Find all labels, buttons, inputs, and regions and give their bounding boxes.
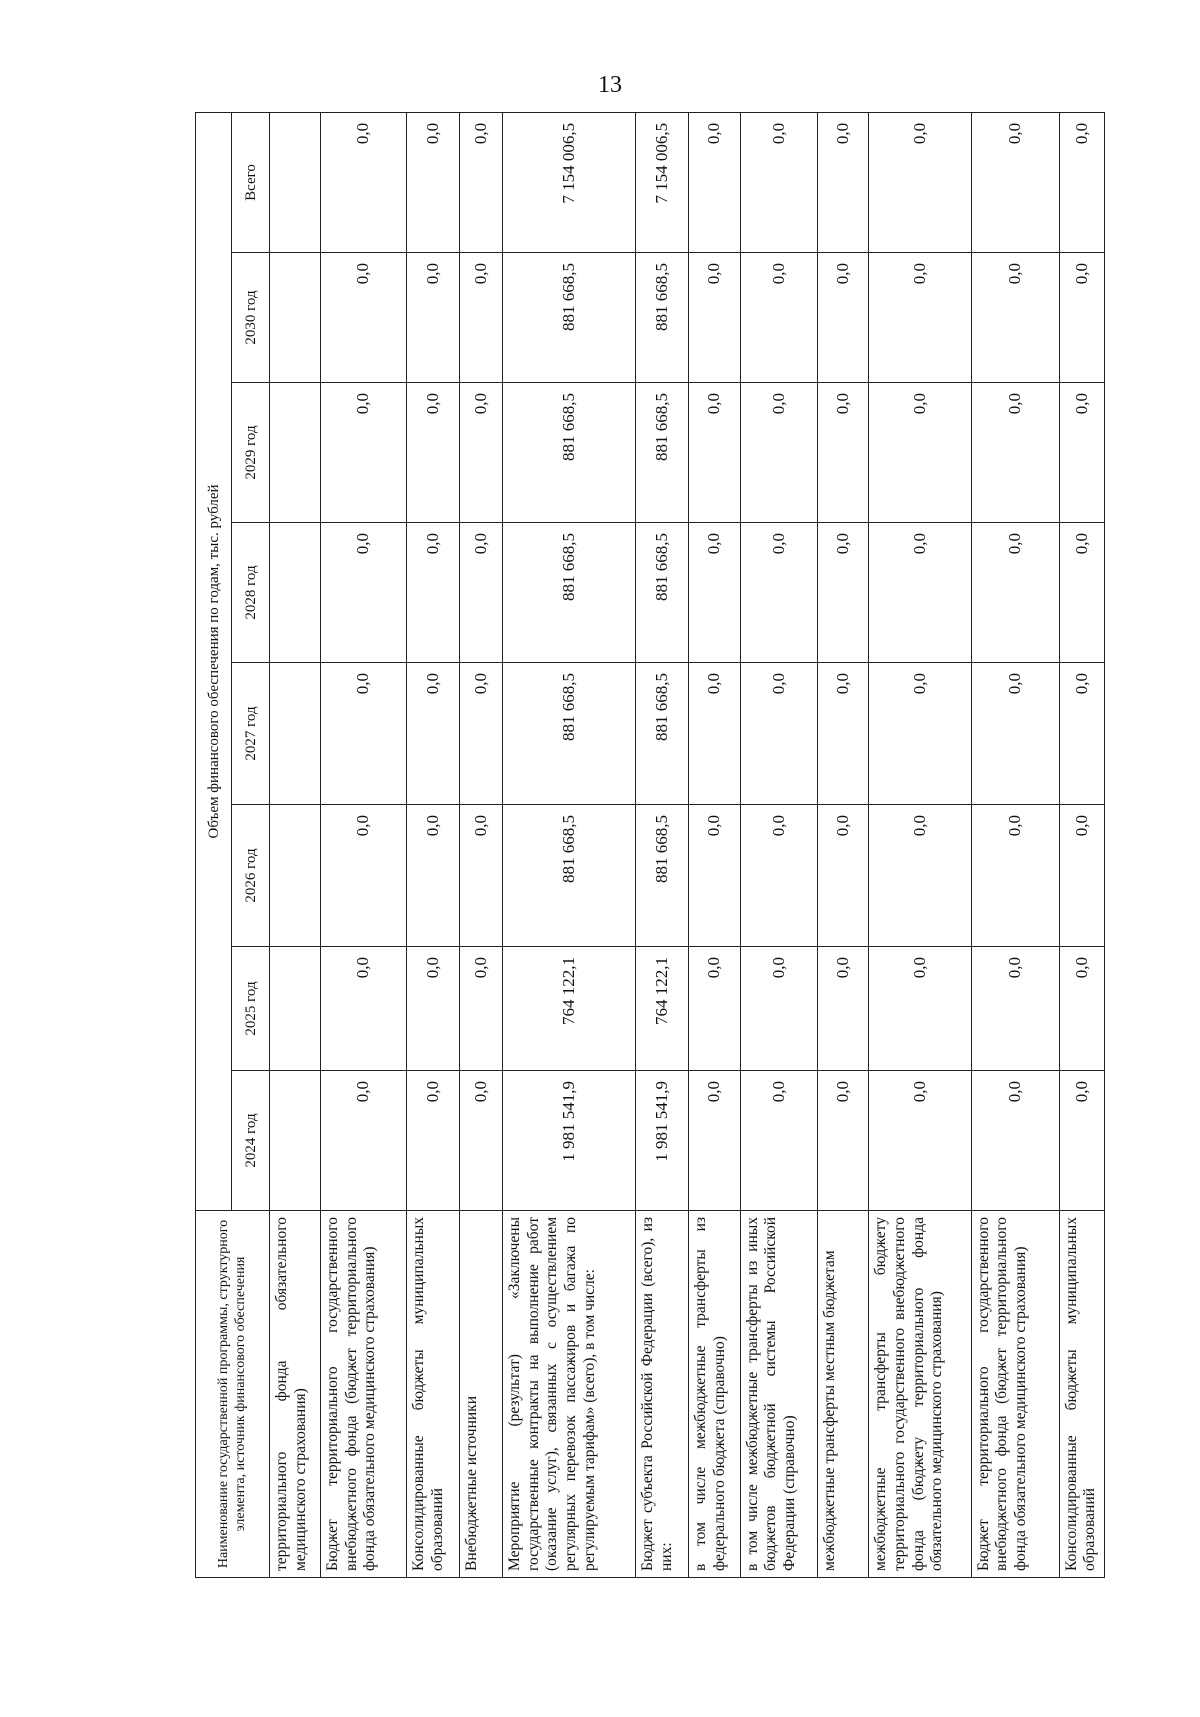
row-total-value: 0,0 <box>869 112 971 252</box>
table-row <box>1059 112 1104 1577</box>
row-year-value: 0,0 <box>869 947 971 1071</box>
row-name: Бюджет территориального государственного внебюджетного фонда (бюджет территориального фонда обязательного медицинского страхования) <box>971 1211 1059 1578</box>
row-year-value: 0,0 <box>740 663 818 805</box>
row-year-value: 0,0 <box>321 383 407 523</box>
table-row <box>407 112 460 1577</box>
row-year-value: 0,0 <box>818 253 869 383</box>
row-year-value: 0,0 <box>460 383 503 523</box>
row-year-value: 881 668,5 <box>636 253 689 383</box>
row-year-value: 0,0 <box>689 253 740 383</box>
row-year-value: 0,0 <box>1059 383 1104 523</box>
row-name: Мероприятие (результат) «Заключены государственные контракты на выполнение работ (оказание услуг), связанных с осуществлением регулярных перевозок пассажиров и багажа по регулируемым тарифам» (всего), в том числе: <box>503 1211 636 1578</box>
table-row <box>321 112 407 1577</box>
row-name: Бюджет субъекта Российской Федерации (всего), из них: <box>636 1211 689 1578</box>
row-year-value <box>270 253 321 383</box>
row-year-value: 0,0 <box>321 1071 407 1211</box>
header-name-col: Наименование государственной программы, структурного элемента, источник финансового обеспечения <box>196 1211 270 1578</box>
row-year-value: 0,0 <box>818 663 869 805</box>
row-total-value: 7 154 006,5 <box>503 112 636 252</box>
row-year-value <box>270 1071 321 1211</box>
row-year-value: 0,0 <box>818 947 869 1071</box>
row-year-value: 0,0 <box>321 805 407 947</box>
row-year-value: 0,0 <box>740 523 818 663</box>
row-name: Внебюджетные источники <box>460 1211 503 1578</box>
row-year-value <box>270 947 321 1071</box>
row-year-value: 881 668,5 <box>503 523 636 663</box>
header-year: 2030 год <box>232 253 270 383</box>
row-year-value: 0,0 <box>460 805 503 947</box>
row-year-value: 0,0 <box>689 947 740 1071</box>
row-year-value: 0,0 <box>740 253 818 383</box>
row-year-value: 0,0 <box>1059 663 1104 805</box>
row-year-value: 0,0 <box>321 947 407 1071</box>
row-year-value: 881 668,5 <box>503 663 636 805</box>
row-year-value: 0,0 <box>321 663 407 805</box>
row-year-value: 0,0 <box>1059 253 1104 383</box>
row-year-value: 0,0 <box>407 253 460 383</box>
row-total-value: 0,0 <box>321 112 407 252</box>
row-year-value: 0,0 <box>740 947 818 1071</box>
row-total-value: 0,0 <box>689 112 740 252</box>
row-year-value: 0,0 <box>971 663 1059 805</box>
row-year-value: 0,0 <box>740 805 818 947</box>
table-body <box>270 112 1105 1577</box>
row-year-value: 881 668,5 <box>636 805 689 947</box>
table-row <box>460 112 503 1577</box>
row-total-value: 0,0 <box>407 112 460 252</box>
row-total-value <box>270 112 321 252</box>
row-year-value: 0,0 <box>1059 947 1104 1071</box>
row-year-value: 0,0 <box>971 947 1059 1071</box>
row-year-value: 0,0 <box>407 663 460 805</box>
table-row <box>818 112 869 1577</box>
rotated-table-container <box>195 113 1105 1578</box>
row-year-value: 0,0 <box>1059 1071 1104 1211</box>
row-total-value: 0,0 <box>1059 112 1104 252</box>
row-year-value: 0,0 <box>740 1071 818 1211</box>
page-number: 13 <box>598 72 622 98</box>
row-year-value: 881 668,5 <box>636 663 689 805</box>
row-year-value: 0,0 <box>321 523 407 663</box>
row-total-value: 7 154 006,5 <box>636 112 689 252</box>
row-year-value <box>270 663 321 805</box>
table-row <box>503 112 636 1577</box>
row-year-value: 881 668,5 <box>503 383 636 523</box>
row-name: межбюджетные трансферты бюджету территориального государственного внебюджетного фонда (бюджету территориального фонда обязательного медицинского страхования) <box>869 1211 971 1578</box>
row-year-value: 764 122,1 <box>636 947 689 1071</box>
header-year: 2027 год <box>232 663 270 805</box>
row-year-value: 0,0 <box>407 1071 460 1211</box>
row-total-value: 0,0 <box>740 112 818 252</box>
table-row <box>971 112 1059 1577</box>
row-year-value: 0,0 <box>689 663 740 805</box>
financing-table <box>195 112 1105 1578</box>
row-year-value: 0,0 <box>869 383 971 523</box>
table-row <box>636 112 689 1577</box>
row-year-value: 0,0 <box>460 947 503 1071</box>
row-year-value: 0,0 <box>971 1071 1059 1211</box>
header-year: 2024 год <box>232 1071 270 1211</box>
row-year-value: 881 668,5 <box>636 383 689 523</box>
row-year-value: 0,0 <box>869 1071 971 1211</box>
row-year-value: 0,0 <box>689 523 740 663</box>
row-year-value: 0,0 <box>321 253 407 383</box>
row-total-value: 0,0 <box>460 112 503 252</box>
table-row <box>270 112 321 1577</box>
row-year-value: 0,0 <box>460 253 503 383</box>
row-year-value: 1 981 541,9 <box>503 1071 636 1211</box>
row-name: в том числе межбюджетные трансферты из иных бюджетов бюджетной системы Российской Федерации (справочно) <box>740 1211 818 1578</box>
row-year-value: 0,0 <box>818 383 869 523</box>
row-year-value: 0,0 <box>407 383 460 523</box>
row-year-value: 881 668,5 <box>503 805 636 947</box>
header-amount-group: Объем финансового обеспечения по годам, тыс. рублей <box>196 112 232 1210</box>
header-year: 2026 год <box>232 805 270 947</box>
table-row <box>869 112 971 1577</box>
row-year-value: 1 981 541,9 <box>636 1071 689 1211</box>
row-year-value: 0,0 <box>971 253 1059 383</box>
row-year-value: 0,0 <box>869 523 971 663</box>
row-year-value: 881 668,5 <box>503 253 636 383</box>
row-year-value: 0,0 <box>689 805 740 947</box>
row-year-value: 0,0 <box>971 523 1059 663</box>
header-row-1 <box>196 112 232 1577</box>
row-name: в том числе межбюджетные трансферты из федерального бюджета (справочно) <box>689 1211 740 1578</box>
row-year-value: 0,0 <box>818 805 869 947</box>
row-year-value: 0,0 <box>971 383 1059 523</box>
row-year-value: 0,0 <box>460 1071 503 1211</box>
row-name: Консолидированные бюджеты муниципальных образований <box>407 1211 460 1578</box>
header-total: Всего <box>232 112 270 252</box>
row-year-value: 0,0 <box>1059 523 1104 663</box>
table-row <box>740 112 818 1577</box>
header-year: 2028 год <box>232 523 270 663</box>
row-year-value: 0,0 <box>1059 805 1104 947</box>
row-year-value: 881 668,5 <box>636 523 689 663</box>
row-year-value: 0,0 <box>818 1071 869 1211</box>
row-name: межбюджетные трансферты местным бюджетам <box>818 1211 869 1578</box>
header-year: 2025 год <box>232 947 270 1071</box>
row-year-value: 0,0 <box>818 523 869 663</box>
row-name: территориального фонда обязательного медицинского страхования) <box>270 1211 321 1578</box>
row-year-value: 764 122,1 <box>503 947 636 1071</box>
row-year-value: 0,0 <box>460 523 503 663</box>
row-year-value <box>270 805 321 947</box>
row-year-value: 0,0 <box>407 805 460 947</box>
row-total-value: 0,0 <box>818 112 869 252</box>
row-name: Консолидированные бюджеты муниципальных образований <box>1059 1211 1104 1578</box>
row-year-value: 0,0 <box>689 383 740 523</box>
row-year-value <box>270 523 321 663</box>
row-year-value: 0,0 <box>869 805 971 947</box>
row-year-value <box>270 383 321 523</box>
row-year-value: 0,0 <box>407 523 460 663</box>
row-year-value: 0,0 <box>971 805 1059 947</box>
row-year-value: 0,0 <box>407 947 460 1071</box>
row-year-value: 0,0 <box>689 1071 740 1211</box>
row-year-value: 0,0 <box>740 383 818 523</box>
row-year-value: 0,0 <box>869 253 971 383</box>
row-total-value: 0,0 <box>971 112 1059 252</box>
header-year: 2029 год <box>232 383 270 523</box>
table-row <box>689 112 740 1577</box>
row-year-value: 0,0 <box>869 663 971 805</box>
row-year-value: 0,0 <box>460 663 503 805</box>
row-name: Бюджет территориального государственного внебюджетного фонда (бюджет территориального фонда обязательного медицинского страхования) <box>321 1211 407 1578</box>
